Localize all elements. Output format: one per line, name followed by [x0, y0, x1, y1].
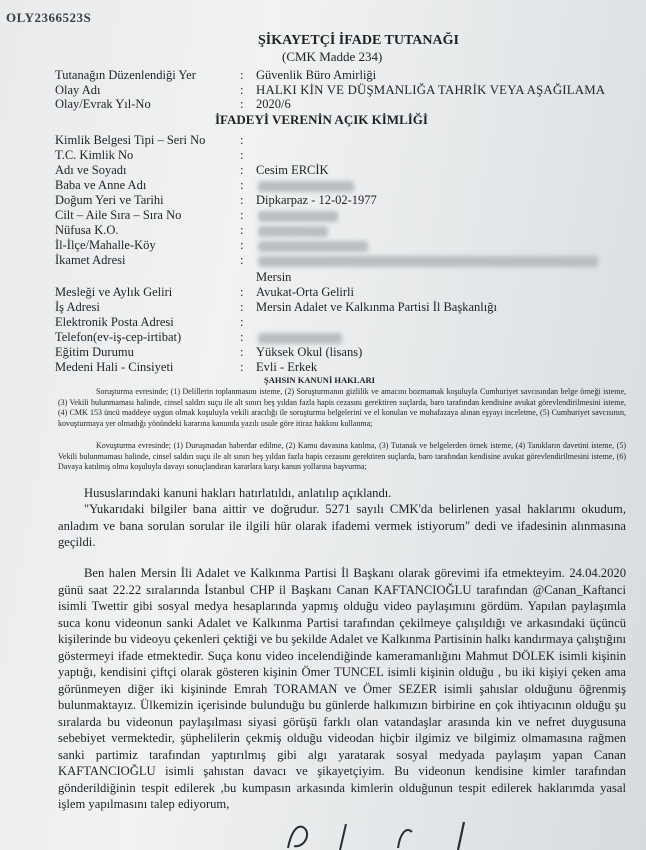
statement-quote-text: "Yukarıdaki bilgiler bana aittir ve doğrudur. 5271 sayılı CMK'da belirlenen yasal haklarımı okudum, anladım ve bana sorulan sorular ile ilgili hür olarak ifademi vermek istiyorum" dedi ve ifadesinin alınmasına geçildi. [58, 502, 626, 549]
rights-prosecution-paragraph: Kovuşturma evresinde; (1) Duruşmadan haberdar edilme, (2) Kamu davasına katılma, (3) Tutanak ve belgelerden örnek isteme, (4) Tanıkların davetini isteme, (5) Vekili bulunmaması halinde, cinsel saldırı suçu ile alt sınırı beş yıldan fazla hapis cezasını gerektiren suçlarda, baro tarafından kendisine avukat görevlendirilmesini isteme, (6) Davaya katılmış olma koşuluyla davayı sonuçlandıran kararlara karşı kanun yollarına başvurma; [58, 441, 626, 472]
field-colon: : [240, 83, 244, 97]
field-label-address: İkamet Adresi [55, 253, 126, 267]
field-label-year-no: Olay/Evrak Yıl-No [55, 97, 151, 111]
field-value-event: HALKI KİN VE DÜŞMANLIĞA TAHRİK VEYA AŞAĞILAMA [256, 83, 606, 97]
redacted-phone [258, 333, 342, 344]
field-label-location: Tutanağın Düzenlendiği Yer [55, 68, 196, 82]
statement-quote [58, 501, 626, 551]
field-value-work-address: Mersin Adalet ve Kalkınma Partisi İl Başkanlığı [256, 300, 497, 314]
field-colon: : [240, 68, 244, 82]
field-colon: : [240, 133, 244, 147]
rights-investigation-text [58, 387, 626, 429]
field-value-marital: Evli - Erkek [256, 360, 318, 374]
rights-prosecution-text [58, 441, 626, 473]
field-label-email: Elektronik Posta Adresi [55, 315, 174, 329]
field-label-birth: Doğum Yeri ve Tarihi [55, 193, 164, 207]
field-colon: : [240, 315, 244, 329]
field-colon: : [240, 178, 244, 192]
field-label-registry: Cilt – Aile Sıra – Sıra No [55, 208, 182, 222]
identity-section-title: İFADEYİ VERENİN AÇIK KİMLİĞİ [215, 112, 428, 127]
statement-intro [84, 485, 604, 502]
field-label-tc-no: T.C. Kimlik No [55, 148, 134, 162]
redacted-registry [258, 211, 338, 222]
field-colon: : [240, 223, 244, 237]
field-value-occupation: Avukat-Orta Gelirli [256, 285, 354, 299]
field-value-location: Güvenlik Büro Amirliği [256, 68, 377, 82]
document-subtitle: (CMK Madde 234) [282, 49, 383, 64]
redacted-ko [258, 226, 328, 237]
field-value-name: Cesim ERCİK [256, 163, 329, 177]
field-label-marital: Medeni Hali - Cinsiyeti [55, 360, 174, 374]
field-colon: : [240, 253, 244, 267]
document-number: OLY2366523S [6, 10, 92, 25]
field-label-work-address: İş Adresi [55, 300, 100, 314]
field-colon: : [240, 148, 244, 162]
field-label-id-type: Kimlik Belgesi Tipi – Seri No [55, 133, 206, 147]
rights-title: ŞAHSIN KANUNİ HAKLARI [264, 375, 375, 385]
field-label-education: Eğitim Durumu [55, 345, 134, 359]
rights-investigation-paragraph: Soruşturma evresinde; (1) Delillerin toplanmasını isteme, (2) Soruşturmanın gizlilik ve amacını bozmamak koşuluyla Cumhuriyet savcısından belge örneği isteme, (3) Vekili bulunmaması halinde, cinsel saldırı suçu ile alt sınırı beş yıldan fazla hapis cezasını gerektiren suçlarda, baro tarafından kendisine avukat görevlendirilmesini isteme, (4) CMK 153 üncü maddeye uygun olmak koşuluyla vekili aracılığı ile soruşturma belgelerini ve el konulan ve muhafazaya alınan eşyayı inceletme, (5) Cumhuriyet savcısının, kovuşturmaya yer olmadığı yönündeki kararına kanunda yazılı usule göre itiraz hakkını kullanma; [58, 387, 626, 428]
redacted-district [258, 241, 368, 252]
statement-body-text: Ben halen Mersin İli Adalet ve Kalkınma Partisi İl Başkanı olarak görevimi ifa etmekteyim. 24.04.2020 günü saat 22.22 sıralarında İstanbul CHP il Başkanı Canan KAFTANCIOĞLU tarafından @Canan_Kaftanci isimli Twettir gibi sosyal medya hesaplarında yapmış olduğu video paylaşımını gördüm. Yapılan paylaşımla suca konu videonun sanki Adalet ve Kalkınma Partisi tarafından çekilmeye çalışıldığı ve arkasındaki üçüncü kişilerinde bu videoyu çekenleri çektiği ve bu şekilde Adalet ve Kalkınma Partisinin halkı kandırmaya çalıştığını göstermeyi ifade etmektedir. Suça konu video incelendiğinde kameramanlığını Mahmut DÖLEK isimli kişinin yaptığı, kendisini çiftçi olarak gösteren kişinin Ömer TUNCEL isimli kişinin olduğu , bu iki kişiyi çeken ama görünmeyen diğer iki kişininde Emrah TORAMAN ve Ömer SEZER isimli şahıslar olduğunu öğrenmiş bulunmaktayız. Ülkemizin içerisinde bulunduğu bu günlerde halkımızın birbirine en çok ihtiyacının olduğu şu sıralarda bu videonun paylaşılması siyasi görüşü farklı olan vatandaşlar arasında kin ve nefret duygusuna sebebiyet vermektedir, şüphelilerin çekmiş olduğu videodan hiçbir ilgimiz ve bilgimiz olmamasına rağmen sanki partimiz tarafından yaptırılmış gibi algı yaratarak sosyal medyada paylaşım yapan Canan KAFTANCIOĞLU isimli şahıstan davacı ve şikayetçiyim. Bu videonun kendisine kimler tarafından gönderildiğinin tespit edilerek ,bu kumpasın arkasında kimlerin olduğunun tespit edilerek haklarımda yasal işlem yapılmasını talep ediyorum, [58, 566, 626, 811]
field-label-event: Olay Adı [55, 83, 101, 97]
field-colon: : [240, 360, 244, 374]
document-title: ŞİKAYETÇİ İFADE TUTANAĞI [258, 33, 459, 48]
field-value-year-no: 2020/6 [256, 97, 291, 111]
field-label-ko: Nüfusa K.O. [55, 223, 119, 237]
field-label-district: İl-İlçe/Mahalle-Köy [55, 238, 156, 252]
field-colon: : [240, 208, 244, 222]
redacted-parents [258, 181, 354, 192]
field-colon: : [240, 163, 244, 177]
signature-marks [280, 818, 520, 850]
field-value-education: Yüksek Okul (lisans) [256, 345, 363, 359]
field-colon: : [240, 193, 244, 207]
field-colon: : [240, 345, 244, 359]
field-colon: : [240, 97, 244, 111]
field-label-parents: Baba ve Anne Adı [55, 178, 147, 192]
statement-body [58, 565, 626, 813]
field-value-birth: Dipkarpaz - 12-02-1977 [256, 193, 377, 207]
statement-intro-text: Hususlarındaki kanuni hakları hatırlatıldı, anlatılıp açıklandı. [84, 486, 392, 500]
field-label-name: Adı ve Soyadı [55, 163, 127, 177]
field-colon: : [240, 330, 244, 344]
field-label-phone: Telefon(ev-iş-cep-irtibat) [55, 330, 182, 344]
field-label-occupation: Mesleği ve Aylık Geliri [55, 285, 173, 299]
field-colon: : [240, 238, 244, 252]
field-colon: : [240, 300, 244, 314]
redacted-address [258, 256, 598, 267]
field-value-city: Mersin [256, 270, 292, 284]
field-colon: : [240, 285, 244, 299]
